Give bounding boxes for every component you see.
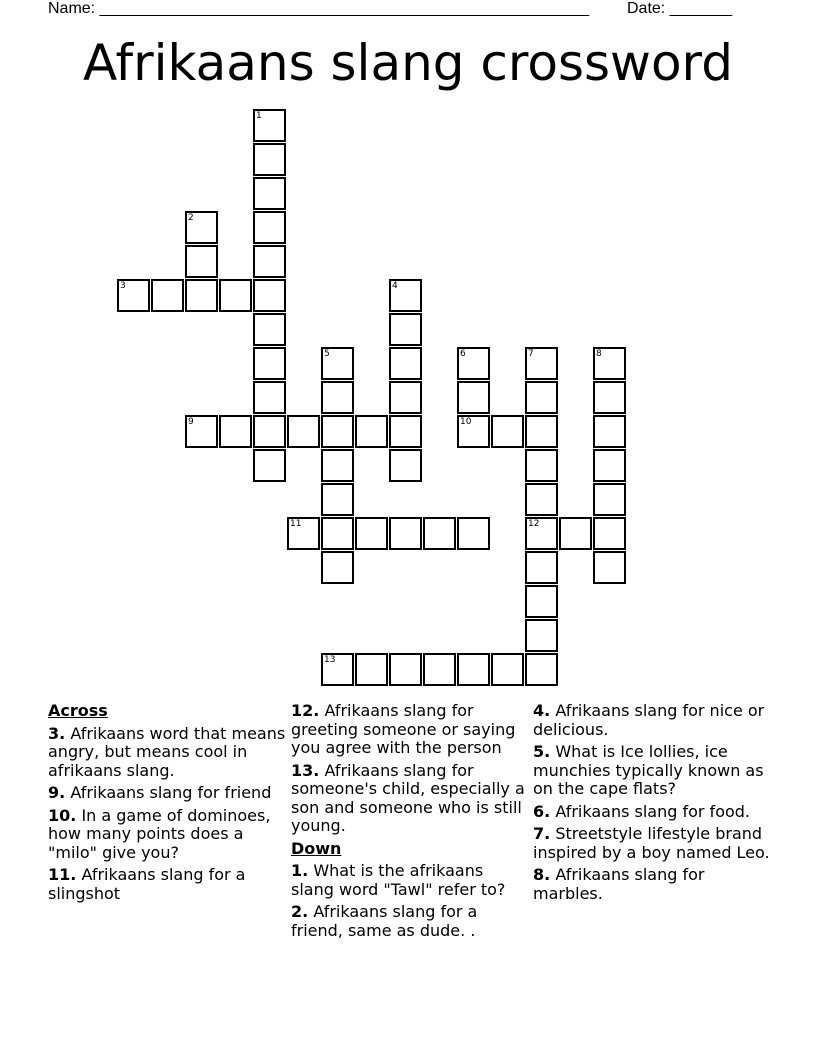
- grid-cell[interactable]: [525, 619, 558, 652]
- clue-number: 1.: [291, 861, 309, 880]
- cell-number: 13: [324, 655, 336, 665]
- clue-number: 4.: [533, 701, 551, 720]
- clue-column-1: [48, 702, 286, 907]
- grid-cell[interactable]: [525, 517, 558, 550]
- cell-number: 6: [460, 349, 466, 359]
- grid-cell[interactable]: [389, 449, 422, 482]
- grid-cell[interactable]: [457, 517, 490, 550]
- clue-number: 5.: [533, 742, 551, 761]
- grid-cell[interactable]: [253, 449, 286, 482]
- clue-down-6: [533, 803, 771, 822]
- grid-cell[interactable]: [389, 653, 422, 686]
- grid-cell[interactable]: [219, 279, 252, 312]
- clue-across-13: [291, 762, 529, 836]
- clue-across-12: [291, 702, 529, 758]
- grid-cell[interactable]: [117, 279, 150, 312]
- grid-cell[interactable]: [253, 415, 286, 448]
- grid-cell[interactable]: [253, 381, 286, 414]
- across-heading: Across: [48, 701, 108, 720]
- clue-number: 8.: [533, 865, 551, 884]
- clue-across-11: [48, 866, 286, 903]
- grid-cell[interactable]: [525, 551, 558, 584]
- grid-cell[interactable]: [287, 415, 320, 448]
- clue-text: In a game of dominoes, how many points does a "milo" give you?: [48, 805, 271, 862]
- grid-cell[interactable]: [457, 415, 490, 448]
- grid-cell[interactable]: [593, 483, 626, 516]
- grid-cell[interactable]: [525, 653, 558, 686]
- grid-cell[interactable]: [457, 653, 490, 686]
- clue-down-2: [291, 903, 529, 940]
- clue-text: Afrikaans slang for food.: [555, 801, 751, 821]
- grid-cell[interactable]: [253, 279, 286, 312]
- grid-cell[interactable]: [525, 381, 558, 414]
- grid-cell[interactable]: [321, 347, 354, 380]
- grid-cell[interactable]: [457, 381, 490, 414]
- clue-down-7: [533, 825, 771, 862]
- down-heading: Down: [291, 838, 342, 858]
- grid-cell[interactable]: [593, 551, 626, 584]
- cell-number: 7: [528, 349, 534, 359]
- cell-number: 4: [392, 281, 398, 291]
- clue-text: Afrikaans slang for someone's child, especially a son and someone who is still young.: [291, 760, 525, 835]
- clue-number: 12.: [291, 701, 320, 720]
- grid-cell[interactable]: [321, 381, 354, 414]
- grid-cell[interactable]: [389, 517, 422, 550]
- grid-cell[interactable]: [389, 347, 422, 380]
- grid-cell[interactable]: [593, 415, 626, 448]
- clue-text: Afrikaans slang for marbles.: [533, 865, 705, 903]
- clue-text: Afrikaans slang for greeting someone or saying you agree with the person: [291, 701, 516, 757]
- clue-number: 6.: [533, 801, 551, 821]
- grid-cell[interactable]: [389, 279, 422, 312]
- grid-cell[interactable]: [321, 653, 354, 686]
- clue-text: Afrikaans slang for a slingshot: [48, 865, 246, 903]
- grid-cell[interactable]: [355, 653, 388, 686]
- clue-down-1: [291, 862, 529, 899]
- grid-cell[interactable]: [253, 109, 286, 142]
- grid-cell[interactable]: [151, 279, 184, 312]
- grid-cell[interactable]: [525, 585, 558, 618]
- clue-text: What is the afrikaans slang word "Tawl" refer to?: [291, 861, 506, 899]
- clue-number: 2.: [291, 902, 309, 921]
- grid-cell[interactable]: [593, 449, 626, 482]
- grid-cell[interactable]: [185, 415, 218, 448]
- clue-text: Afrikaans word that means angry, but means cool in afrikaans slang.: [48, 723, 286, 780]
- grid-cell[interactable]: [219, 415, 252, 448]
- clue-text: Streetstyle lifestyle brand inspired by a boy named Leo.: [533, 824, 770, 862]
- grid-cell[interactable]: [389, 381, 422, 414]
- clue-down-8: [533, 866, 771, 903]
- grid-cell[interactable]: [389, 313, 422, 346]
- cell-number: 10: [460, 417, 472, 427]
- grid-cell[interactable]: [321, 517, 354, 550]
- grid-cell[interactable]: [559, 517, 592, 550]
- cell-number: 2: [188, 213, 194, 223]
- cell-number: 3: [120, 281, 126, 291]
- grid-cell[interactable]: [423, 653, 456, 686]
- clue-across-10: [48, 807, 286, 863]
- grid-cell[interactable]: [355, 517, 388, 550]
- cell-number: 11: [290, 519, 302, 529]
- clue-text: What is Ice lollies, ice munchies typically known as on the cape flats?: [533, 742, 764, 798]
- grid-cell[interactable]: [253, 143, 286, 176]
- grid-cell[interactable]: [321, 551, 354, 584]
- grid-cell[interactable]: [423, 517, 456, 550]
- grid-cell[interactable]: [185, 211, 218, 244]
- clue-across-9: [48, 784, 286, 803]
- grid-cell[interactable]: [321, 483, 354, 516]
- grid-cell[interactable]: [355, 415, 388, 448]
- grid-cell[interactable]: [457, 347, 490, 380]
- grid-cell[interactable]: [253, 245, 286, 278]
- grid-cell[interactable]: [253, 177, 286, 210]
- clue-column-3: [533, 702, 771, 907]
- grid-cell[interactable]: [389, 415, 422, 448]
- grid-cell[interactable]: [321, 449, 354, 482]
- page-title: Afrikaans slang crossword: [83, 34, 733, 92]
- clue-number: 3.: [48, 723, 66, 743]
- grid-cell[interactable]: [593, 381, 626, 414]
- cell-number: 9: [188, 417, 194, 427]
- grid-cell[interactable]: [253, 347, 286, 380]
- grid-cell[interactable]: [525, 347, 558, 380]
- grid-cell[interactable]: [491, 653, 524, 686]
- clue-down-4: [533, 702, 771, 739]
- name-field[interactable]: Name: _______________________________________________________: [48, 0, 589, 17]
- grid-cell[interactable]: [185, 245, 218, 278]
- grid-cell[interactable]: [525, 483, 558, 516]
- grid-cell[interactable]: [185, 279, 218, 312]
- cell-number: 8: [596, 349, 602, 359]
- cell-number: 5: [324, 349, 330, 359]
- cell-number: 12: [528, 519, 540, 529]
- grid-cell[interactable]: [525, 415, 558, 448]
- cell-number: 1: [256, 111, 262, 121]
- clue-text: Afrikaans slang for friend: [70, 783, 272, 802]
- clue-number: 11.: [48, 865, 77, 884]
- clue-across-3: [48, 725, 286, 781]
- grid-cell[interactable]: [253, 211, 286, 244]
- clue-number: 7.: [533, 824, 551, 843]
- clue-number: 9.: [48, 783, 66, 802]
- clue-text: Afrikaans slang for a friend, same as dude. .: [291, 902, 478, 940]
- clue-number: 10.: [48, 805, 77, 825]
- grid-cell[interactable]: [287, 517, 320, 550]
- clue-down-5: [533, 743, 771, 799]
- grid-cell[interactable]: [593, 347, 626, 380]
- grid-cell[interactable]: [525, 449, 558, 482]
- clue-column-2: [291, 702, 529, 944]
- grid-cell[interactable]: [321, 415, 354, 448]
- date-field[interactable]: Date: _______: [627, 0, 732, 17]
- grid-cell[interactable]: [491, 415, 524, 448]
- clue-number: 13.: [291, 760, 320, 780]
- clue-text: Afrikaans slang for nice or delicious.: [533, 701, 765, 739]
- grid-cell[interactable]: [253, 313, 286, 346]
- grid-cell[interactable]: [593, 517, 626, 550]
